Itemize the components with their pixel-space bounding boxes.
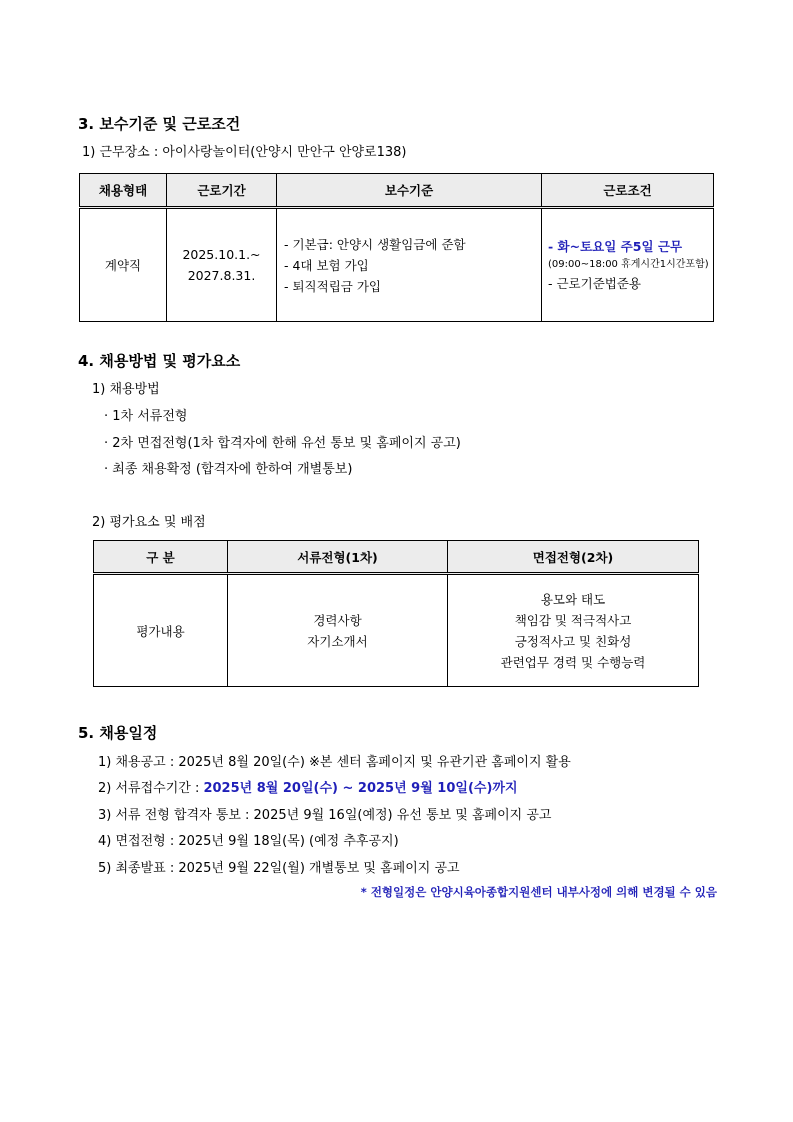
- application-label: 2) 서류접수기간 :: [98, 781, 204, 796]
- labor-law-line: - 근로기준법준용: [548, 276, 642, 291]
- work-conditions-cell: [542, 208, 714, 322]
- section3-title: 3. 보수기준 및 근로조건: [78, 115, 241, 133]
- eval-title: 2) 평가요소 및 배점: [92, 515, 206, 530]
- interview-item: 긍정적사고 및 친화성: [514, 633, 632, 649]
- document-item: 경력사항: [313, 612, 362, 628]
- section4-title: 4. 채용방법 및 평가요소: [78, 352, 241, 370]
- schedule-note: * 전형일정은 안양시육아종합지원센터 내부사정에 의해 변경될 수 있음: [360, 885, 717, 899]
- work-period-cell: [167, 208, 277, 322]
- pay-conditions-table: [79, 173, 714, 322]
- workplace-text: 1) 근무장소 : 아이사랑놀이터(안양시 만안구 안양로138): [82, 145, 407, 160]
- header-work-period: 근로기간: [167, 174, 277, 208]
- employment-type-cell: 계약직: [80, 208, 167, 322]
- period-end: 2027.8.31.: [187, 268, 256, 283]
- workdays-line: - 화~토요일 주5일 근무: [548, 239, 683, 254]
- pay-line: - 퇴직적립금 가입: [284, 278, 381, 294]
- method-item: · 1차 서류전형: [104, 409, 188, 424]
- application-period: 2025년 8월 20일(수) ~ 2025년 9월 10일(수)까지: [203, 781, 518, 796]
- pay-line: - 기본급: 안양시 생활임금에 준함: [284, 236, 466, 252]
- header-pay-standard: 보수기준: [277, 174, 542, 208]
- hours-line: (09:00~18:00 휴게시간1시간포함): [548, 259, 709, 270]
- interview-items-cell: [448, 574, 699, 687]
- pay-line: - 4대 보험 가입: [284, 257, 369, 273]
- row-label-cell: 평가내용: [94, 574, 228, 687]
- schedule-item: 4) 면접전형 : 2025년 9월 18일(목) (예정 추후공지): [98, 834, 399, 849]
- document-items-cell: [228, 574, 448, 687]
- schedule-item: 5) 최종발표 : 2025년 9월 22일(월) 개별통보 및 홈페이지 공고: [98, 861, 460, 876]
- method-item: · 2차 면접전형(1차 합격자에 한해 유선 통보 및 홈페이지 공고): [104, 436, 461, 451]
- header-interview: 면접전형(2차): [448, 541, 699, 574]
- schedule-item: 1) 채용공고 : 2025년 8월 20일(수) ※본 센터 홈페이지 및 유관기관 홈페이지 활용: [98, 755, 571, 770]
- section5-title: 5. 채용일정: [78, 724, 158, 742]
- header-work-conditions: 근로조건: [542, 174, 714, 208]
- header-employment-type: 채용형태: [80, 174, 167, 208]
- period-start: 2025.10.1.~: [182, 247, 261, 262]
- method-item: · 최종 채용확정 (합격자에 한하여 개별통보): [104, 462, 353, 477]
- method-title: 1) 채용방법: [92, 382, 160, 397]
- interview-item: 관련업무 경력 및 수행능력: [500, 654, 646, 670]
- schedule-item: 3) 서류 전형 합격자 통보 : 2025년 9월 16일(예정) 유선 통보 및 홈페이지 공고: [98, 808, 552, 823]
- interview-item: 용모와 태도: [540, 591, 606, 607]
- header-category: 구 분: [94, 541, 228, 574]
- evaluation-table: [93, 540, 699, 687]
- header-document-screening: 서류전형(1차): [228, 541, 448, 574]
- pay-standard-cell: [277, 208, 542, 322]
- interview-item: 책임감 및 적극적사고: [514, 612, 632, 628]
- document-item: 자기소개서: [307, 633, 368, 649]
- schedule-item-application: [98, 777, 518, 796]
